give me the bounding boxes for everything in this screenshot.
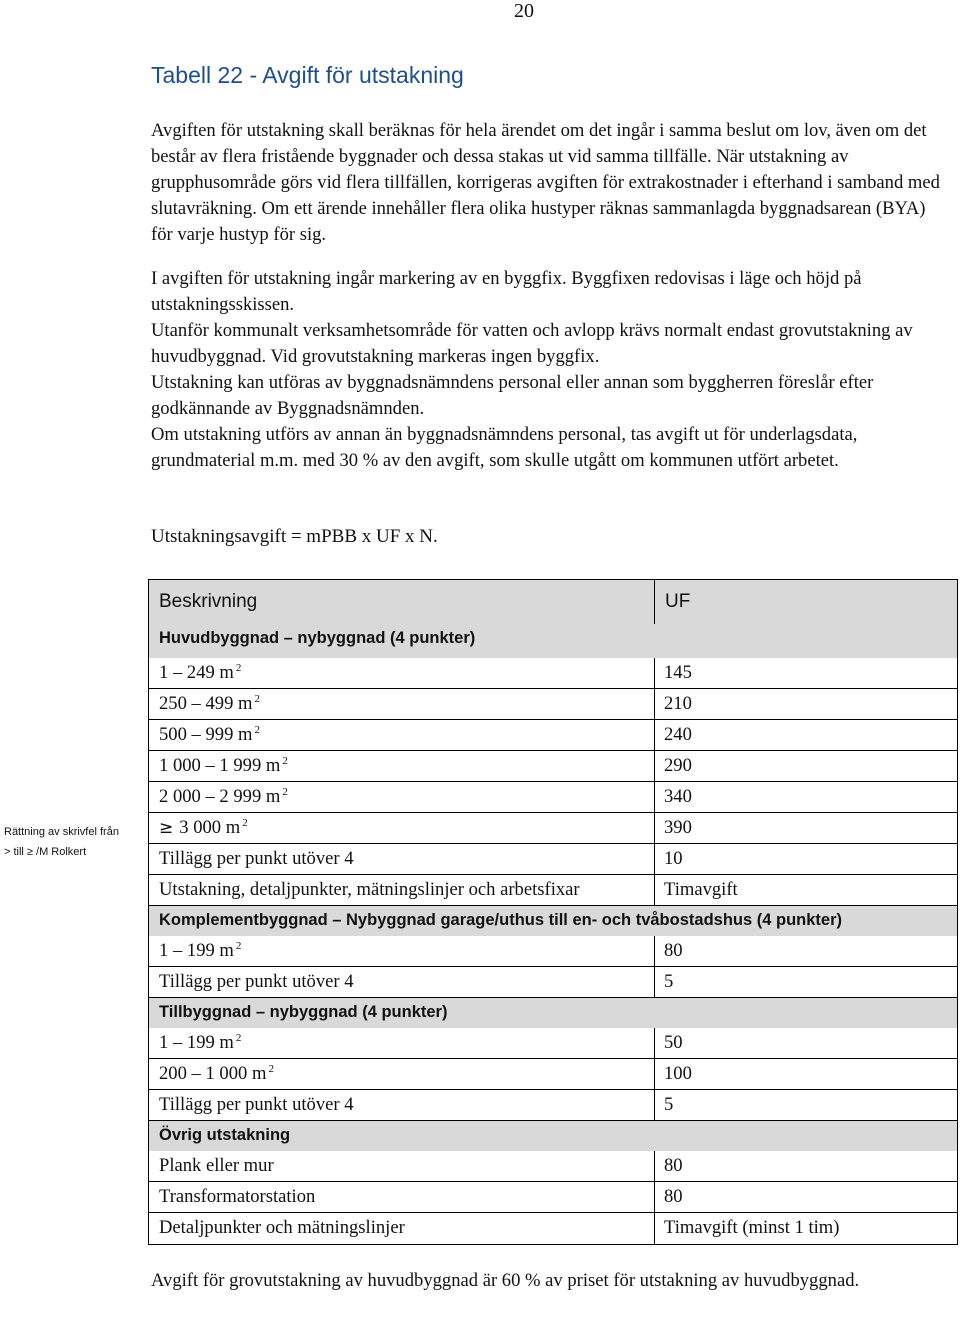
- row-description: [149, 689, 654, 720]
- table-header: [149, 580, 957, 624]
- column-divider: [654, 1182, 655, 1213]
- column-divider: [654, 1090, 655, 1121]
- margin-note: [4, 822, 134, 862]
- margin-note-line: > till ≥ /M Rolkert: [4, 846, 87, 858]
- table-row: [149, 751, 957, 782]
- row-uf-value: 240: [664, 724, 692, 745]
- table-row: [149, 782, 957, 813]
- section-title: Tillbyggnad – nybyggnad (4 punkter): [159, 1003, 448, 1021]
- unit-exponent: 2: [254, 724, 260, 736]
- paragraph-scope: Avgiften för utstakning skall beräknas för hela ärendet om det ingår i samma beslut om lov, även om det består av flera fristående byggnader och dessa stakas ut vid samma tillfälle. När utstakning av grupphusområde görs vid flera tillfällen, korrigeras avgiften för extrakostnader i efterhand i samband med slutavräkning. Om ett ärende innehåller flera olika hustyper räknas sammanlagda byggnadsarean (BYA) för varje hustyp för sig.: [151, 120, 940, 245]
- header-beskrivning: Beskrivning: [159, 591, 258, 612]
- column-divider: [654, 813, 655, 844]
- header-uf: UF: [654, 580, 957, 624]
- unit-exponent: 2: [268, 1063, 274, 1075]
- table-section-header: [149, 906, 957, 936]
- column-divider: [654, 936, 655, 967]
- row-description-text: 3 000 m: [179, 817, 241, 838]
- table-row: [149, 1028, 957, 1059]
- row-description: [149, 1090, 654, 1121]
- table-row: [149, 936, 957, 967]
- row-description-text: Tillägg per punkt utöver 4: [159, 971, 354, 992]
- fee-formula: Utstakningsavgift = mPBB x UF x N.: [151, 526, 438, 547]
- column-divider: [654, 1028, 655, 1059]
- row-description-text: 1 – 199 m: [159, 1032, 234, 1053]
- table-row: [149, 1182, 957, 1213]
- row-uf-value: 210: [664, 693, 692, 714]
- column-divider: [654, 658, 655, 689]
- row-description: [149, 936, 654, 967]
- row-description-text: 1 000 – 1 999 m: [159, 755, 281, 776]
- paragraph-annan-utforare: Om utstakning utförs av annan än byggnadsnämndens personal, tas avgift ut för underlagsdata, grundmaterial m.m. med 30 % av den avgift, som skulle utgått om kommunen utfört arbetet.: [151, 424, 858, 471]
- row-description-text: 500 – 999 m: [159, 724, 253, 745]
- table-row: [149, 658, 957, 689]
- row-description: [149, 1151, 654, 1182]
- row-description: [149, 658, 654, 689]
- row-uf-value: 5: [664, 1094, 674, 1115]
- row-uf-value: 5: [664, 971, 674, 992]
- fee-table: [148, 579, 958, 1245]
- margin-note-line: Rättning av skrivfel från: [4, 826, 119, 838]
- row-description: [149, 782, 654, 813]
- table-row: [149, 720, 957, 751]
- row-description-text: 2 000 – 2 999 m: [159, 786, 281, 807]
- row-uf-value: 80: [664, 1186, 683, 1207]
- row-uf-value: Timavgift (minst 1 tim): [664, 1217, 840, 1238]
- table-section-header: [149, 998, 957, 1028]
- unit-exponent: 2: [254, 693, 260, 705]
- column-divider: [654, 1213, 655, 1244]
- unit-exponent: 2: [242, 817, 248, 829]
- page-number: 20: [514, 0, 534, 22]
- row-description: [149, 1028, 654, 1059]
- table-row: [149, 1213, 957, 1244]
- table-section-header: [149, 1121, 957, 1151]
- footer-note: Avgift för grovutstakning av huvudbyggnad är 60 % av priset för utstakning av huvudbyggnad.: [151, 1270, 860, 1291]
- column-divider: [654, 720, 655, 751]
- column-divider: [654, 1059, 655, 1090]
- table-row: [149, 1059, 957, 1090]
- row-description-text: 1 – 199 m: [159, 940, 234, 961]
- row-description-text: Utstakning, detaljpunkter, mätningslinjer och arbetsfixar: [159, 879, 580, 900]
- table-row: [149, 875, 957, 906]
- row-description: [149, 1059, 654, 1090]
- row-description-text: Transformatorstation: [159, 1186, 316, 1207]
- row-description-text: Detaljpunkter och mätningslinjer: [159, 1217, 405, 1238]
- row-description: [149, 844, 654, 875]
- table-row: [149, 967, 957, 998]
- column-divider: [654, 782, 655, 813]
- row-uf-value: 145: [664, 662, 692, 683]
- table-row: [149, 689, 957, 720]
- row-description-text: Tillägg per punkt utöver 4: [159, 1094, 354, 1115]
- row-description-text: Tillägg per punkt utöver 4: [159, 848, 354, 869]
- column-divider: [654, 875, 655, 906]
- row-uf-value: 80: [664, 940, 683, 961]
- table-row: [149, 1090, 957, 1121]
- greater-equal-symbol: ≥: [159, 818, 174, 838]
- row-description: [149, 967, 654, 998]
- unit-exponent: 2: [235, 1032, 242, 1044]
- table-row: [149, 1151, 957, 1182]
- row-uf-value: 290: [664, 755, 692, 776]
- row-uf-value: Timavgift: [664, 879, 738, 900]
- paragraph-personal: Utstakning kan utföras av byggnadsnämndens personal eller annan som byggherren föreslår efter godkännande av Byggnadsnämnden.: [151, 372, 874, 419]
- column-divider: [654, 689, 655, 720]
- row-description: [149, 720, 654, 751]
- row-description-text: 200 – 1 000 m: [159, 1063, 267, 1084]
- row-description: [149, 875, 654, 906]
- row-uf-value: 80: [664, 1155, 683, 1176]
- table-section-header: [149, 624, 957, 658]
- unit-exponent: 2: [235, 940, 242, 952]
- section-title: Komplementbyggnad – Nybyggnad garage/uthus till en- och tvåbostadshus (4 punkter): [159, 911, 842, 929]
- row-description: [149, 813, 654, 844]
- row-description: [149, 1182, 654, 1213]
- row-description-text: 250 – 499 m: [159, 693, 253, 714]
- table-row: [149, 844, 957, 875]
- row-description: [149, 751, 654, 782]
- row-description-text: Plank eller mur: [159, 1155, 274, 1176]
- column-divider: [654, 967, 655, 998]
- column-divider: [654, 844, 655, 875]
- column-divider: [654, 1151, 655, 1182]
- row-uf-value: 100: [664, 1063, 692, 1084]
- column-divider: [654, 751, 655, 782]
- unit-exponent: 2: [282, 786, 288, 798]
- section-title: Huvudbyggnad – nybyggnad (4 punkter): [159, 629, 476, 647]
- row-description: [149, 1213, 654, 1244]
- table-row: [149, 813, 957, 844]
- unit-exponent: 2: [282, 755, 288, 767]
- paragraph-byggfix: I avgiften för utstakning ingår markering av en byggfix. Byggfixen redovisas i läge och höjd på utstakningsskissen.: [151, 268, 862, 315]
- unit-exponent: 2: [235, 662, 242, 674]
- section-title: Övrig utstakning: [159, 1126, 291, 1144]
- row-uf-value: 340: [664, 786, 692, 807]
- page-title: Tabell 22 - Avgift för utstakning: [151, 62, 464, 88]
- paragraph-grovutstakning: Utanför kommunalt verksamhetsområde för vatten och avlopp krävs normalt endast grovutstakning av huvudbyggnad. Vid grovutstakning markeras ingen byggfix.: [151, 320, 913, 367]
- row-uf-value: 390: [664, 817, 692, 838]
- row-uf-value: 50: [664, 1032, 683, 1053]
- row-uf-value: 10: [664, 848, 683, 869]
- row-description-text: 1 – 249 m: [159, 662, 234, 683]
